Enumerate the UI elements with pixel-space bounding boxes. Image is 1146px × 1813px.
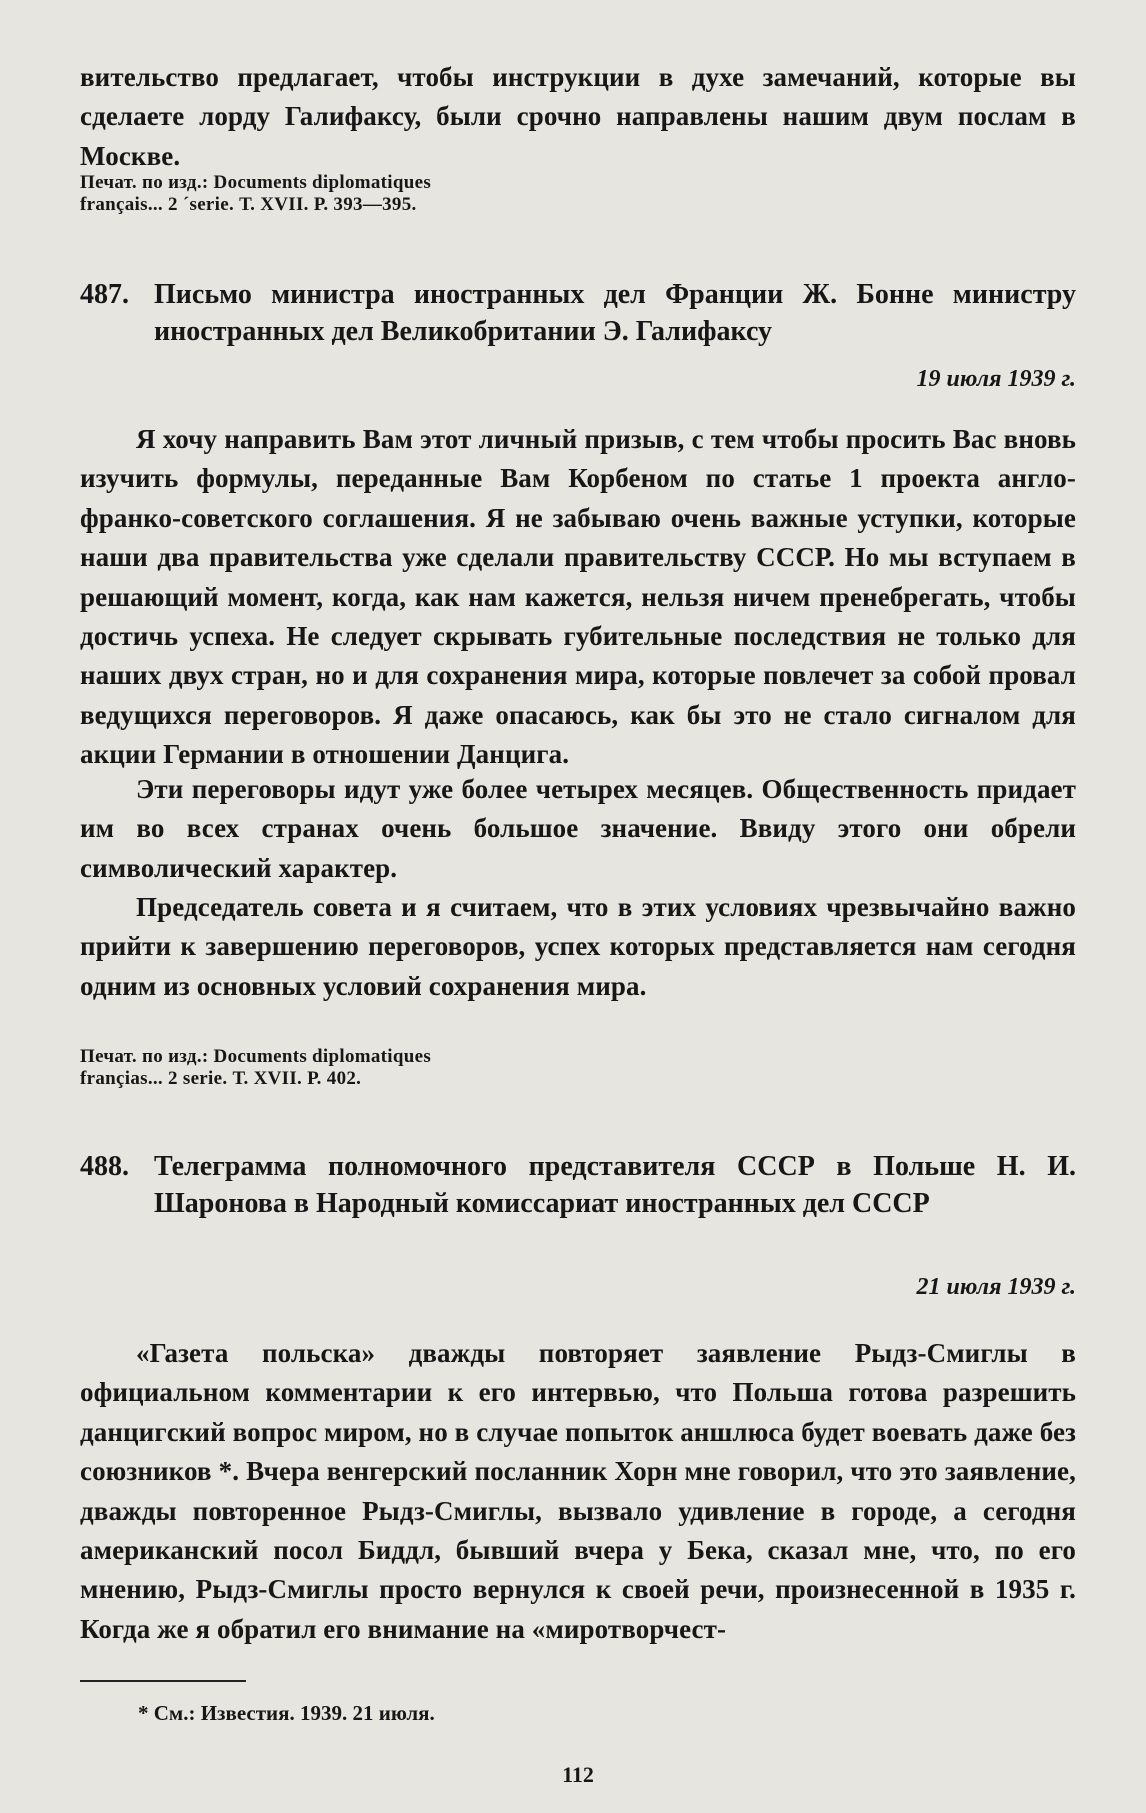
source-line: françias... 2 serie. Т. XVII. Р. 402. (80, 1068, 362, 1089)
document-title: Телеграмма полномочного представителя СССР в Польше Н. И. Шаронова в Народный комиссариат иностранных дел СССР (154, 1151, 1076, 1219)
document-487-date: 19 июля 1939 г. (916, 366, 1076, 392)
footnote-divider (80, 1680, 246, 1682)
document-488-heading (80, 1148, 1076, 1222)
document-487-paragraph-2: Эти переговоры идут уже более четырех месяцев. Общественность придает им во всех странах очень большое значение. Ввиду этого они обрели символический характер. (80, 774, 1076, 883)
document-487-paragraph-3: Председатель совета и я считаем, что в этих условиях чрезвычайно важно прийти к завершению переговоров, успех которых представляется нам сегодня одним из основных условий сохранения мира. (80, 892, 1076, 1001)
document-number: 487. (80, 279, 129, 310)
document-487-source-note (80, 1046, 1076, 1090)
footnote: * См.: Известия. 1939. 21 июля. (138, 1701, 435, 1725)
source-line: Печат. по изд.: Documents diplomatiques (80, 172, 432, 193)
document-487-paragraph-1: Я хочу направить Вам этот личный призыв, с тем чтобы просить Вас вновь изучить формулы, переданные Вам Корбеном по статье 1 проекта англо-франко-советского соглашения. Я не забываю очень важные уступки, которые наши два правительства уже сделали правительству СССР. Но мы вступаем в решающий момент, когда, как нам кажется, нельзя ничем пренебрегать, чтобы достичь успеха. Не следует скрывать губительные последствия не только для наших двух стран, но и для сохранения мира, которые повлечет за собой провал ведущихся переговоров. Я даже опасаюсь, как бы это не стало сигналом для акции Германии в отношении Данцига. (80, 424, 1076, 770)
source-line: français... 2 ´serie. Т. XVII. Р. 393—395. (80, 194, 417, 215)
document-title: Письмо министра иностранных дел Франции Ж. Бонне министру иностранных дел Великобритании Э. Галифаксу (154, 279, 1076, 347)
document-number: 488. (80, 1151, 129, 1182)
intro-source-note (80, 172, 1076, 216)
book-page (80, 50, 1076, 1800)
page-number: 112 (562, 1762, 594, 1787)
document-488-paragraph-1: «Газета польска» дважды повторяет заявление Рыдз-Смиглы в официальном комментарии к его интервью, что Польша готова разрешить данцигский вопрос миром, но в случае попыток аншлюса будет воевать даже без союзников *. Вчера венгерский посланник Хорн мне говорил, что это заявление, дважды повторенное Рыдз-Смиглы, вызвало удивление в городе, а сегодня американский посол Биддл, бывший вчера у Бека, сказал мне, что, по его мнению, Рыдз-Смиглы просто вернулся к своей речи, произнесенной в 1935 г. Когда же я обратил его внимание на «миротворчест- (80, 1338, 1076, 1644)
source-line: Печат. по изд.: Documents diplomatiques (80, 1046, 432, 1067)
document-488-date: 21 июля 1939 г. (916, 1274, 1076, 1300)
document-487-heading (80, 276, 1076, 350)
intro-paragraph: вительство предлагает, чтобы инструкции в духе замечаний, которые вы сделаете лорду Галифаксу, были срочно направлены нашим двум послам в Москве. (80, 62, 1076, 171)
